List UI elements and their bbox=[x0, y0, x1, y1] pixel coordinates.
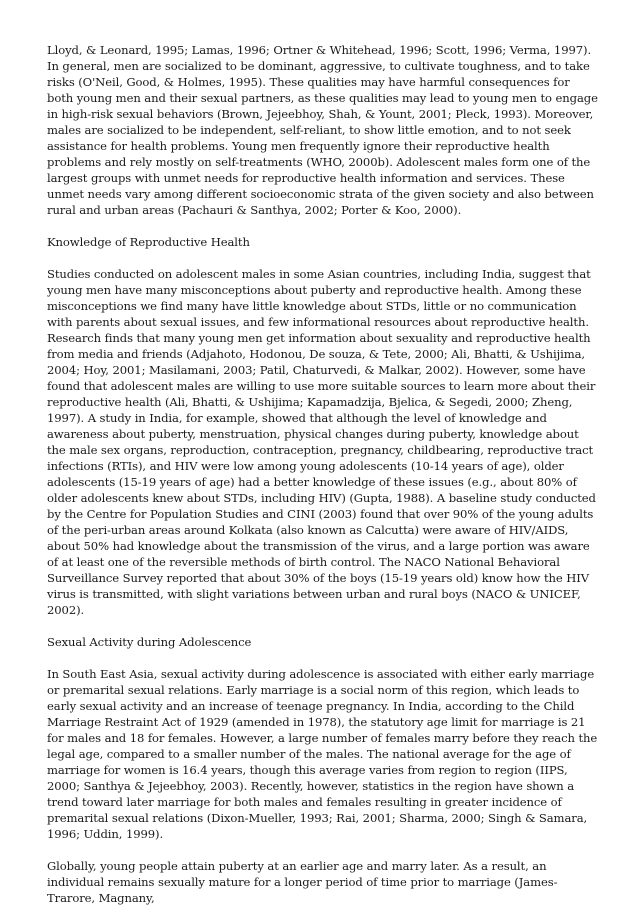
body-paragraph: Studies conducted on adolescent males in some Asian countries, including India, suggest that young men have many misconceptions about puberty and reproductive health. Among these misconceptions we find many have little knowledge about STDs, little or no communication with parents about sexual issues, and few informational resources about reproductive health. Research finds that many young men get information about sexuality and reproductive health from media and friends (Adjahoto, Hodonou, De souza, & Tete, 2000; Ali, Bhatti, & Ushijima, 2004; Hoy, 2001; Masilamani, 2003; Patil, Chaturvedi, & Malkar, 2002). However, some have found that adolescent males are willing to use more suitable sources to learn more about their reproductive health (Ali, Bhatti, & Ushijima; Kapamadzija, Bjelica, & Segedi, 2000; Zheng, 1997). A study in India, for example, showed that although the level of knowledge and awareness about puberty, menstruation, physical changes during puberty, knowledge about the male sex organs, reproduction, contraception, pregnancy, childbearing, reproductive tract infections (RTIs), and HIV were low among young adolescents (10-14 years of age), older adolescents (15-19 years of age) had a better knowledge of these issues (e.g., about 80% of older adolescents knew about STDs, including HIV) (Gupta, 1988). A baseline study conducted by the Centre for Population Studies and CINI (2003) found that over 90% of the young adults of the peri-urban areas around Kolkata (also known as Calcutta) were aware of HIV/AIDS, about 50% had knowledge about the transmission of the virus, and a large portion was aware of at least one of the reversible methods of birth control. The NACO National Behavioral Surveillance Survey reported that about 30% of the boys (15-19 years old) know how the HIV virus is transmitted, with slight variations between urban and rural boys (NACO & UNICEF, 2002). bbox=[47, 267, 596, 617]
body-paragraph: Lloyd, & Leonard, 1995; Lamas, 1996; Ortner & Whitehead, 1996; Scott, 1996; Verma, 1997). In general, men are socialized to be dominant, aggressive, to cultivate toughness, and to take risks (O'Neil, Good, & Holmes, 1995). These qualities may have harmful consequences for both young men and their sexual partners, as these qualities may lead to young men to engage in high-risk sexual behaviors (Brown, Jejeebhoy, Shah, & Yount, 2001; Pleck, 1993). Moreover, males are socialized to be independent, self-reliant, to show little emotion, and to not seek assistance for health problems. Young men frequently ignore their reproductive health problems and rely mostly on self-treatments (WHO, 2000b). Adolescent males form one of the largest groups with unmet needs for reproductive health information and services. These unmet needs vary among different socioeconomic strata of the given society and also between rural and urban areas (Pachauri & Santhya, 2002; Porter & Koo, 2000). bbox=[47, 43, 598, 217]
document-page bbox=[47, 42, 598, 922]
body-paragraph: In South East Asia, sexual activity during adolescence is associated with either early marriage or premarital sexual relations. Early marriage is a social norm of this region, which leads to early sexual activity and an increase of teenage pregnancy. In India, according to the Child Marriage Restraint Act of 1929 (amended in 1978), the statutory age limit for marriage is 21 for males and 18 for females. However, a large number of females marry before they reach the legal age, compared to a smaller number of the males. The national average for the age of marriage for women is 16.4 years, though this average varies from region to region (IIPS, 2000; Santhya & Jejeebhoy, 2003). Recently, however, statistics in the region have shown a trend toward later marriage for both males and females resulting in greater incidence of premarital sexual relations (Dixon-Mueller, 1993; Rai, 2001; Sharma, 2000; Singh & Samara, 1996; Uddin, 1999). bbox=[47, 667, 598, 841]
body-paragraph: Globally, young people attain puberty at an earlier age and marry later. As a result, an individual remains sexually mature for a longer period of time prior to marriage (James-Trarore, Magnany, bbox=[47, 859, 558, 905]
section-heading-knowledge: Knowledge of Reproductive Health bbox=[47, 235, 250, 249]
section-heading-sexual-activity: Sexual Activity during Adolescence bbox=[47, 635, 252, 649]
